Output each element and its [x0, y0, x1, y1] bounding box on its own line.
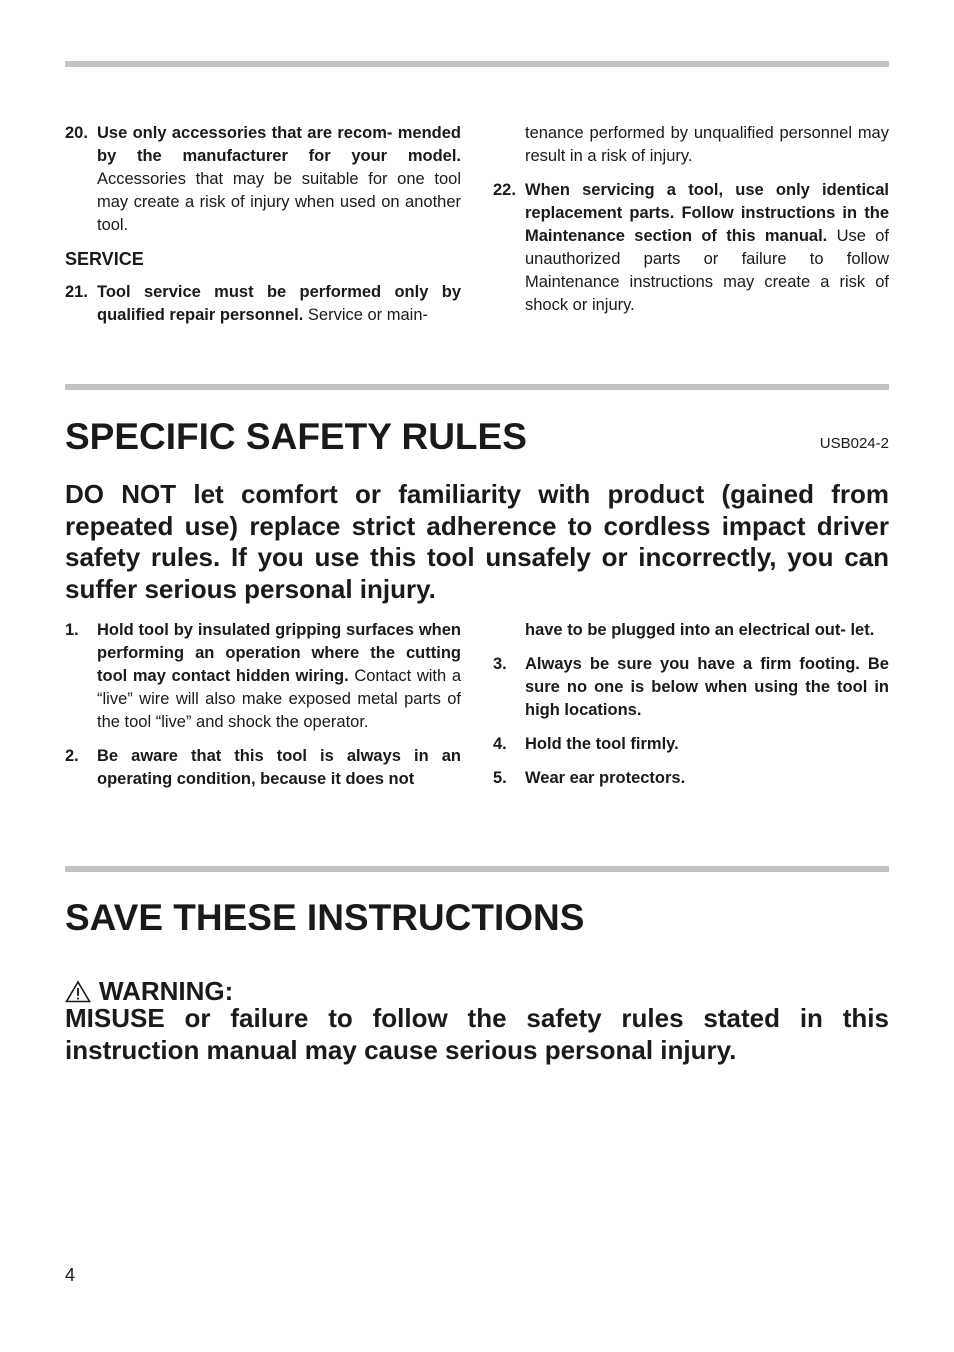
specific-rules-divider	[65, 384, 889, 390]
save-instructions-divider	[65, 866, 889, 872]
item-number: 3.	[493, 655, 507, 673]
item-number: 2.	[65, 747, 79, 765]
specific-rules-intro: DO NOT let comfort or familiarity with product (gained from repeated use) replace strict adherence to cordless impact driver safety rules. If you use this tool unsafely or incorrectly, you can suffer serious personal injury.	[65, 479, 889, 604]
specific-rules-left-column	[65, 619, 461, 791]
item-number: 20.	[65, 124, 88, 142]
save-instructions-title: SAVE THESE INSTRUCTIONS	[65, 897, 585, 938]
item-number: 21.	[65, 283, 88, 301]
warning-label: WARNING:	[99, 976, 234, 1006]
rule-item-2	[65, 745, 461, 791]
rule-item-20	[65, 122, 461, 237]
item-21-continuation: tenance performed by unqualified personnel may result in a risk of injury.	[525, 124, 889, 165]
item-bold-text: Use only accessories that are recom- mended by the manufacturer for your model.	[97, 124, 461, 165]
item-number: 5.	[493, 769, 507, 787]
item-bold-text: Always be sure you have a firm footing. Be sure no one is below when using the tool in high locations.	[525, 655, 889, 719]
warning-heading	[65, 976, 233, 1006]
section1-left-column	[65, 122, 461, 327]
item-number: 4.	[493, 735, 507, 753]
warning-text: MISUSE or failure to follow the safety rules stated in this instruction manual may cause serious personal injury.	[65, 1003, 889, 1065]
service-heading: SERVICE	[65, 249, 144, 269]
item-bold-text: Hold tool by insulated gripping surfaces when performing an operation where the cutting tool may contact hidden wiring.	[97, 621, 461, 685]
item-bold-text: have to be plugged into an electrical out- let.	[525, 621, 875, 639]
section1-right-column	[493, 122, 889, 317]
rule-item-3	[493, 653, 889, 722]
item-bold-text: Wear ear protectors.	[525, 769, 686, 787]
item-text: Use of unauthorized parts or failure to follow Maintenance instructions may create a risk of shock or injury.	[525, 227, 889, 314]
item-number: 1.	[65, 621, 79, 639]
item-bold-text: Be aware that this tool is always in an operating condition, because it does not	[97, 747, 461, 788]
specific-rules-right-column	[493, 619, 889, 790]
item-bold-text: Tool service must be performed only by qualified repair personnel.	[97, 283, 461, 324]
rule-item-1	[65, 619, 461, 734]
rule-item-5	[493, 767, 889, 790]
item-bold-text: When servicing a tool, use only identical replacement parts. Follow instructions in the Maintenance section of this manual.	[525, 181, 889, 245]
item-bold-text: Hold the tool firmly.	[525, 735, 679, 753]
rule-item-21	[65, 281, 461, 327]
item-text: Accessories that may be suitable for one tool may create a risk of injury when used on another tool.	[97, 170, 461, 234]
page-number: 4	[65, 1265, 76, 1285]
warning-triangle-icon	[65, 980, 91, 1003]
item-2-continuation	[493, 619, 889, 642]
item-text: Contact with a “live” wire will also make exposed metal parts of the tool “live” and shock the operator.	[97, 667, 461, 731]
document-code: USB024-2	[819, 435, 889, 452]
top-divider	[65, 61, 889, 67]
rule-item-4	[493, 733, 889, 756]
item-text: Service or main-	[303, 306, 429, 324]
rule-item-22	[493, 179, 889, 317]
specific-safety-rules-title: SPECIFIC SAFETY RULES	[65, 416, 527, 457]
item-number: 22.	[493, 181, 516, 199]
